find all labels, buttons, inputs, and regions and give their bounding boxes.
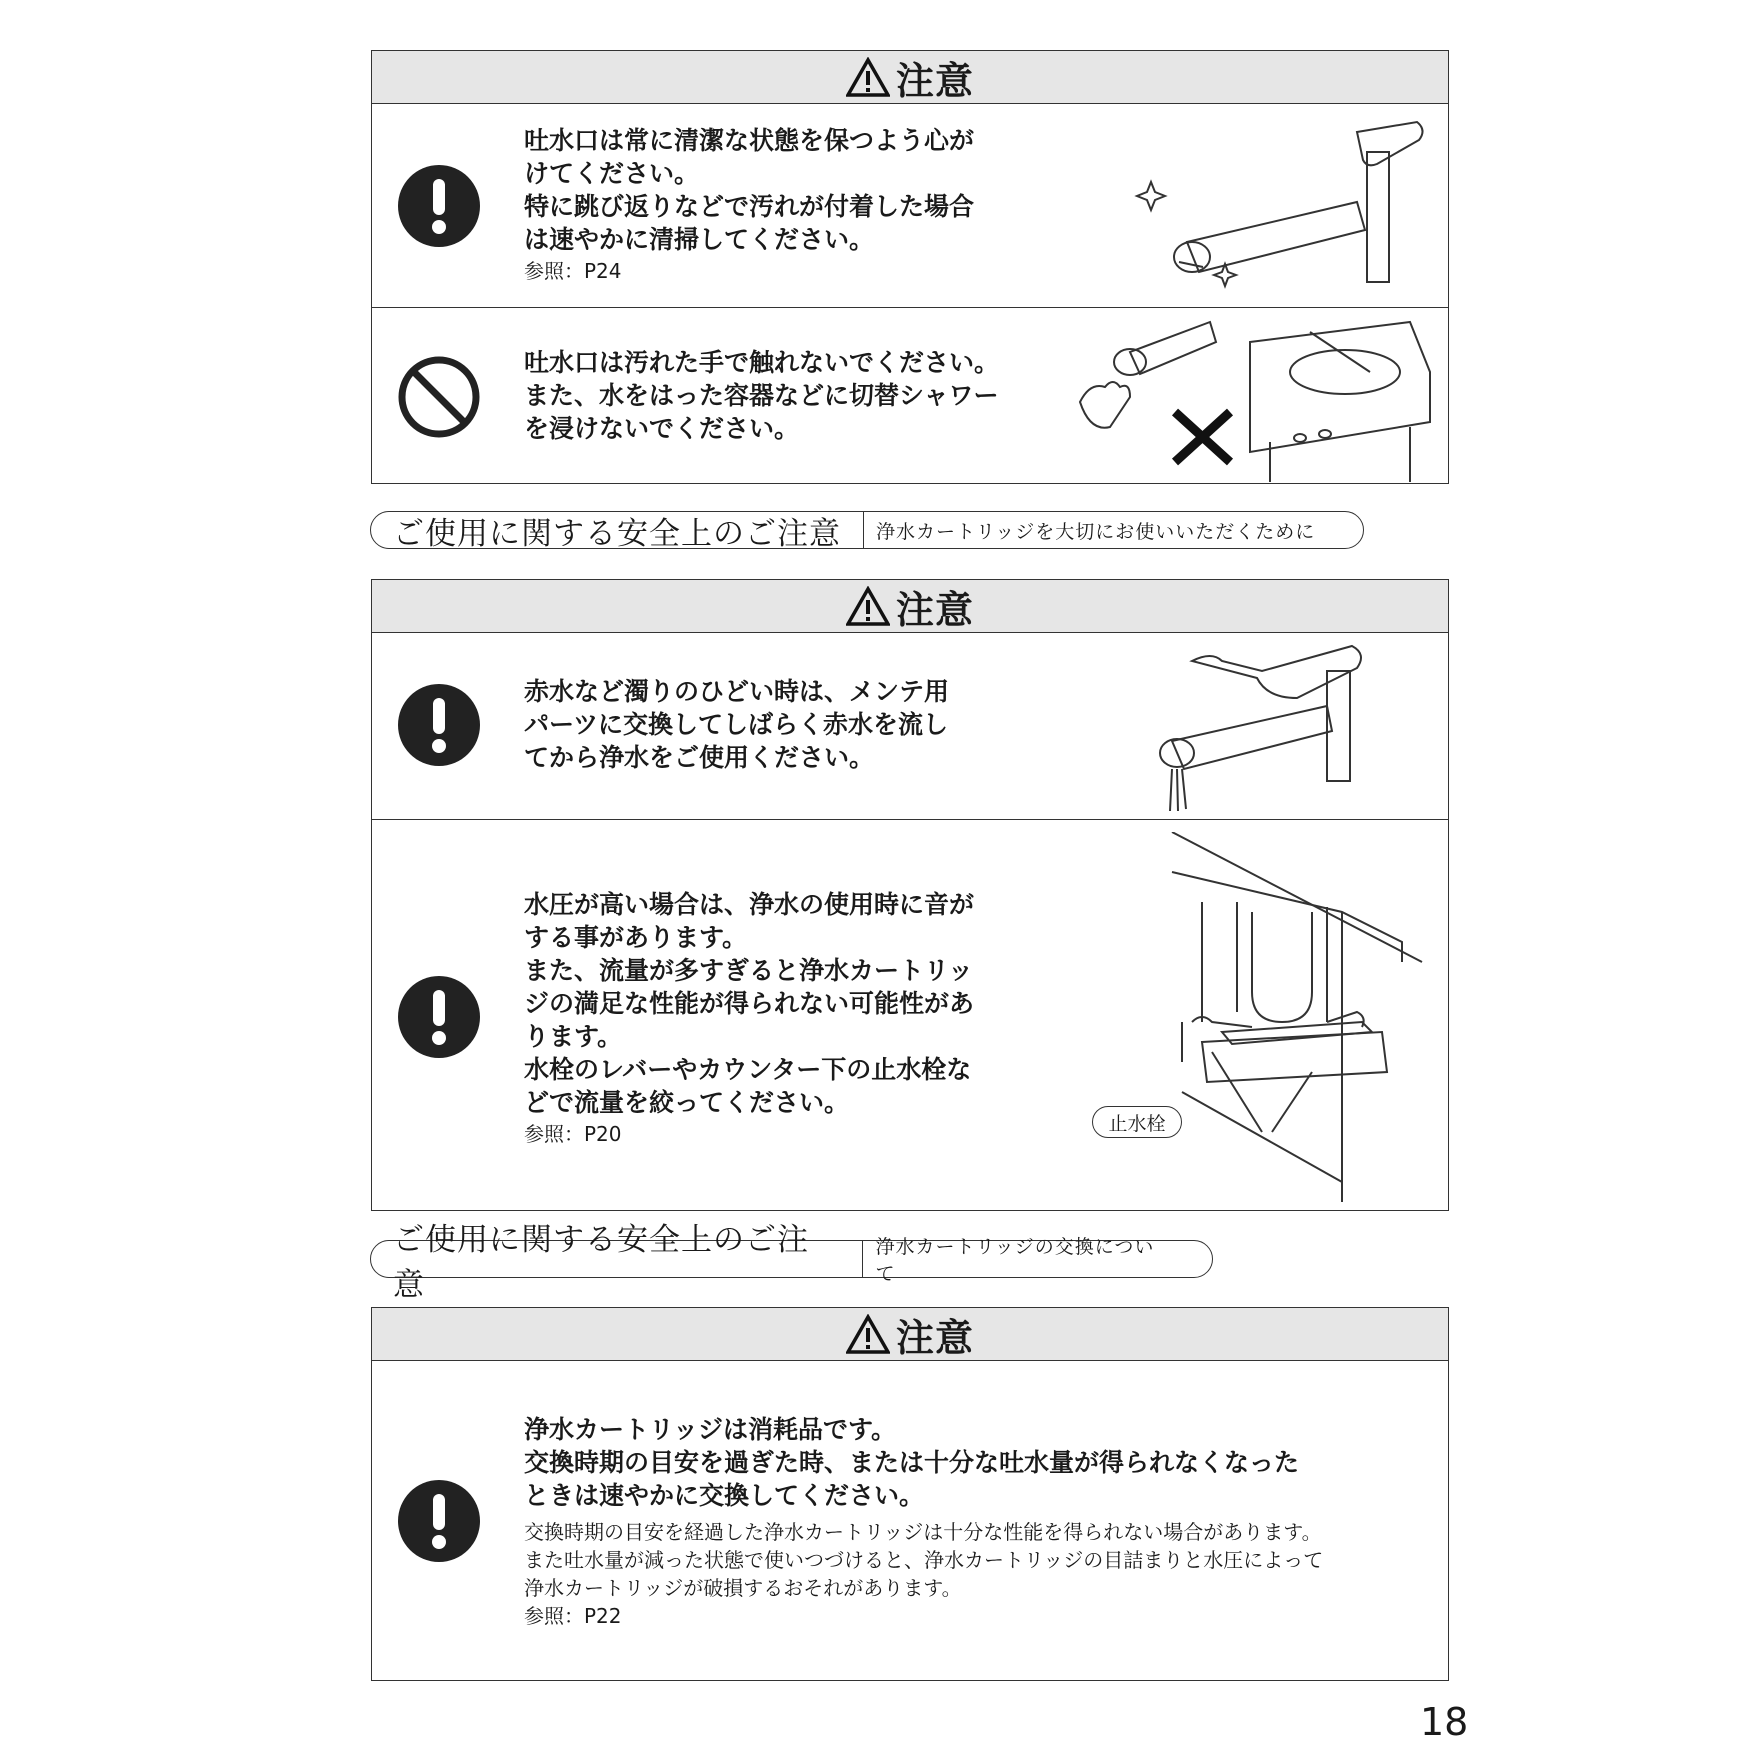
shutoff-valve-callout: 止水栓 (1092, 1106, 1182, 1138)
caution-text: 吐水口は常に清潔な状態を保つよう心が けてください。 特に跳び返りなどで汚れが付着した場合 は速やかに清掃してください。 (524, 126, 975, 254)
faucet-clean-illustration (1127, 112, 1427, 297)
dirty-hands-illustration (1070, 312, 1442, 482)
caution-text: 赤水など濁りのひどい時は、メンテ用 パーツに交換してしばらく赤水を流し てから浄水をご使用ください。 (524, 677, 950, 772)
mandatory-exclamation-icon (397, 1479, 481, 1563)
reference-text: 参照：P24 (524, 259, 622, 283)
caution-box-3 (371, 1307, 1449, 1681)
section-heading-pill (370, 1222, 1213, 1303)
caution-title: 注意 (895, 1315, 974, 1360)
caution-text: 浄水カートリッジは消耗品です。 交換時期の目安を過ぎた時、または十分な吐水量が得られなくなった ときは速やかに交換してください。 (524, 1415, 1300, 1510)
caution-row (372, 819, 1448, 1211)
under-sink-valve-illustration (1162, 832, 1442, 1202)
prohibition-text: 吐水口は汚れた手で触れないでください。 また、水をはった容器などに切替シャワー を浸けないでください。 (524, 348, 1000, 443)
section-heading-main: ご使用に関する安全上のご注意 (371, 1241, 863, 1277)
reference-text: 参照：P20 (524, 1122, 622, 1146)
warning-triangle-icon (846, 57, 890, 97)
mandatory-exclamation-icon (397, 164, 481, 248)
warning-triangle-icon (846, 586, 890, 626)
section-heading-main: ご使用に関する安全上のご注意 (371, 512, 864, 548)
faucet-red-water-illustration (1132, 641, 1412, 816)
caution-header (372, 580, 1448, 633)
caution-header (372, 1308, 1448, 1361)
prohibition-row (372, 307, 1448, 484)
caution-title: 注意 (895, 58, 974, 103)
mandatory-exclamation-icon (397, 975, 481, 1059)
caution-row (372, 104, 1448, 307)
caution-title: 注意 (895, 587, 974, 632)
mandatory-exclamation-icon (397, 683, 481, 767)
caution-row (372, 1361, 1448, 1681)
section-heading-sub: 浄水カートリッジの交換について (875, 1236, 1155, 1285)
caution-header (372, 51, 1448, 104)
caution-box-2 (371, 579, 1449, 1211)
warning-triangle-icon (846, 1314, 890, 1354)
page-number: 18 (1420, 1700, 1469, 1744)
section-heading-sub: 浄水カートリッジを大切にお使いいただくために (876, 520, 1316, 543)
caution-text: 水圧が高い場合は、浄水の使用時に音が する事があります。 また、流量が多すぎると浄水カートリッ ジの満足な性能が得られない可能性があ ります。 水栓のレバーやカウンター下の止水栓な どで流量を絞ってください。 (524, 890, 975, 1117)
prohibition-icon (397, 355, 481, 439)
section-heading-pill (370, 511, 1364, 552)
reference-text: 交換時期の目安を経過した浄水カートリッジは十分な性能を得られない場合があります。 また吐水量が減った状態で使いつづけると、浄水カートリッジの目詰まりと水圧によって 浄水カートリッジが破損するおそれがあります。 参照：P22 (524, 1520, 1324, 1628)
caution-box-1 (371, 50, 1449, 484)
caution-row (372, 633, 1448, 819)
